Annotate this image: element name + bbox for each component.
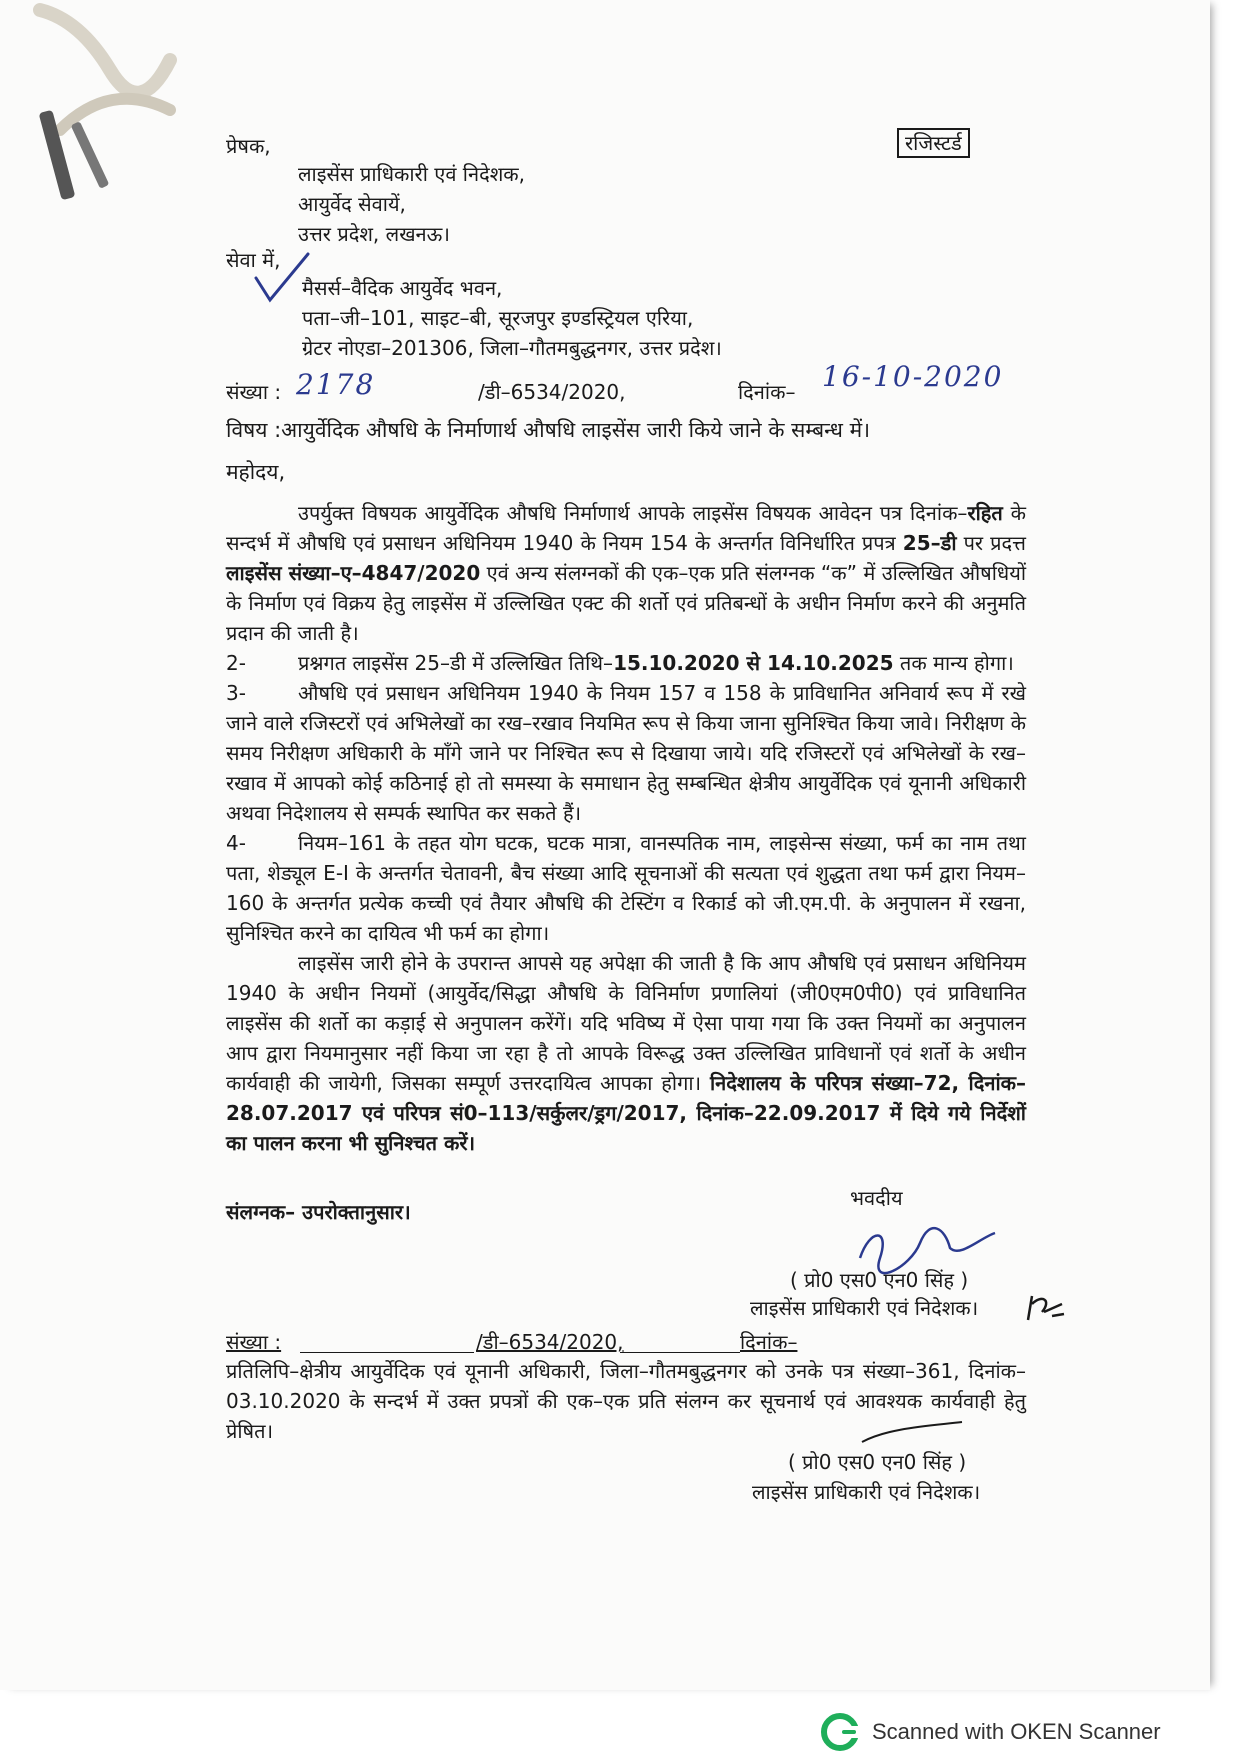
copy-signatory-designation: लाइसेंस प्राधिकारी एवं निदेशक।: [752, 1480, 981, 1504]
signatory-designation: लाइसेंस प्राधिकारी एवं निदेशक।: [750, 1296, 979, 1320]
reference-number-label: संख्या :: [226, 380, 282, 404]
paragraph-1: उपर्युक्त विषयक आयुर्वेदिक औषधि निर्माणार्थ आपके लाइसेंस विषयक आवेदन पत्र दिनांक–रहित के सन्दर्भ में औषधि एवं प्रसाधन अधिनियम 1940 के नियम 154 के अन्तर्गत विनिर्धारित प्रपत्र 25–डी पर प्रदत्त लाइसेंस संख्या–ए–4847/2020 एवं अन्य संलग्नकों की एक–एक प्रति संलग्नक “क” में उल्लिखित औषधियों के निर्माण एवं विक्रय हेतु लाइसेंस में उल्लिखित एक्ट की शर्तो एवं प्रतिबन्धों के अधीन निर्माण करने की अनुमति प्रदान की जाती है।: [226, 501, 1027, 645]
copy-number-label: संख्या :: [226, 1330, 282, 1354]
copy-file-number: /डी–6534/2020,: [476, 1330, 624, 1354]
copy-date-label: दिनांक–: [740, 1330, 798, 1354]
binder-clip-icon: [20, 0, 210, 210]
body-text: [226, 498, 1026, 1158]
reference-number-handwritten: 2178: [296, 368, 376, 401]
paragraph-5: लाइसेंस जारी होने के उपरान्त आपसे यह अपेक्षा की जाती है कि आप औषधि एवं प्रसाधन अधिनियम 1940 के अधीन नियमों (आयुर्वेद/सिद्धा औषधि के विनिर्माण प्रणालियां (जी0एम0पी0) एवं प्राविधानित लाइसेंस की शर्तो का कड़ाई से अनुपालन करेंगें। यदि भविष्य में ऐसा पाया गया कि उक्त नियमों का अनुपालन आप द्वारा नियमानुसार नहीं किया जा रहा है तो आपके विरूद्ध उक्त उल्लिखित प्राविधानों एवं शर्तो के अधीन कार्यवाही की जायेगी, जिसका सम्पूर्ण उत्तरदायित्व आपका होगा। निदेशालय के परिपत्र संख्या–72, दिनांक–28.07.2017 एवं परिपत्र सं0–113/सर्कुलर/ड्रग/2017, दिनांक–22.09.2017 में दिये गये निर्देशों का पालन करना भी सुनिश्चत करें।: [226, 951, 1026, 1155]
reference-file-number: /डी–6534/2020,: [478, 380, 626, 404]
oken-scanner-logo-icon: [820, 1712, 860, 1752]
enclosure-line: संलग्नक– उपरोक्तानुसार।: [226, 1200, 411, 1224]
recipient-line: पता–जी–101, साइट–बी, सूरजपुर इण्डस्ट्रियल एरिया,: [302, 306, 694, 330]
subject-line: विषय :आयुर्वेदिक औषधि के निर्माणार्थ औषधि लाइसेंस जारी किये जाने के सम्बन्ध में।: [226, 418, 871, 442]
signatory-name: ( प्रो0 एस0 एन0 सिंह ): [790, 1268, 969, 1292]
paragraph-2: 2- प्रश्नगत लाइसेंस 25–डी में उल्लिखित तिथि–15.10.2020 से 14.10.2025 तक मान्य होगा।: [226, 651, 1014, 675]
sender-label: प्रेषक,: [226, 134, 271, 158]
reference-date-label: दिनांक–: [738, 380, 796, 404]
copy-signature-stroke: [858, 1418, 968, 1448]
sender-line: आयुर्वेद सेवायें,: [298, 192, 406, 216]
copy-text: प्रतिलिपि–क्षेत्रीय आयुर्वेदिक एवं यूनानी अधिकारी, जिला–गौतमबुद्धनगर को उनके पत्र संख्या–361, दिनांक–03.10.2020 के सन्दर्भ में उक्त प्रपत्रों की एक–एक प्रति संलग्न कर सूचनार्थ एवं आवश्यक कार्यवाही हेतु प्रेषित।: [226, 1359, 1026, 1443]
salutation: महोदय,: [226, 460, 286, 484]
copy-signatory-name: ( प्रो0 एस0 एन0 सिंह ): [788, 1450, 967, 1474]
reference-date-handwritten: 16-10-2020: [822, 360, 1004, 393]
closing-word: भवदीय: [850, 1186, 903, 1210]
paragraph-3: 3- औषधि एवं प्रसाधन अधिनियम 1940 के नियम 157 व 158 के प्राविधानित अनिवार्य रूप में रखे जाने वाले रजिस्टरों एवं अभिलेखों का रख–रखाव नियमित रूप से किया जाना सुनिश्चित किया जावे। निरीक्षण के समय निरीक्षण अधिकारी के मॉंगे जाने पर निश्चित रूप से दिखाया जाये। यदि रजिस्टरों एवं अभिलेखों के रख–रखाव में आपको कोई कठिनाई हो तो समस्या के समाधान हेतु सम्बन्धित क्षेत्रीय आयुर्वेदिक एवं यूनानी अधिकारी अथवा निदेशालय से सम्पर्क स्थापित कर सकते हैं।: [226, 681, 1026, 825]
copy-number-blank-line: [300, 1352, 474, 1353]
sender-line: लाइसेंस प्राधिकारी एवं निदेशक,: [298, 162, 526, 186]
recipient-label: सेवा में,: [226, 248, 281, 272]
scanner-watermark: [820, 1712, 1161, 1752]
recipient-line: मैसर्स–वैदिक आयुर्वेद भवन,: [302, 276, 503, 300]
registered-stamp: रजिस्टर्ड: [897, 128, 970, 158]
sender-line: उत्तर प्रदेश, लखनऊ।: [298, 222, 450, 246]
recipient-line: ग्रेटर नोएडा–201306, जिला–गौतमबुद्धनगर, उत्तर प्रदेश।: [302, 336, 722, 360]
scanner-watermark-text: Scanned with OKEN Scanner: [872, 1719, 1161, 1744]
initials-scribble: [1022, 1290, 1068, 1330]
copy-date-blank-line: [620, 1352, 740, 1353]
paragraph-4: 4- नियम–161 के तहत योग घटक, घटक मात्रा, वानस्पतिक नाम, लाइसेन्स संख्या, फर्म का नाम तथा पता, शेड्यूल E-I के अन्तर्गत चेतावनी, बैच संख्या आदि सूचनाओं की सत्यता एवं शुद्धता तथा फर्म द्वारा नियम–160 के अन्तर्गत प्रत्येक कच्ची एवं तैयार औषधि की टेस्टिंग व रिकार्ड को जी.एम.पी. के अनुपालन में रखना, सुनिश्चित करने का दायित्व भी फर्म का होगा।: [226, 831, 1026, 945]
